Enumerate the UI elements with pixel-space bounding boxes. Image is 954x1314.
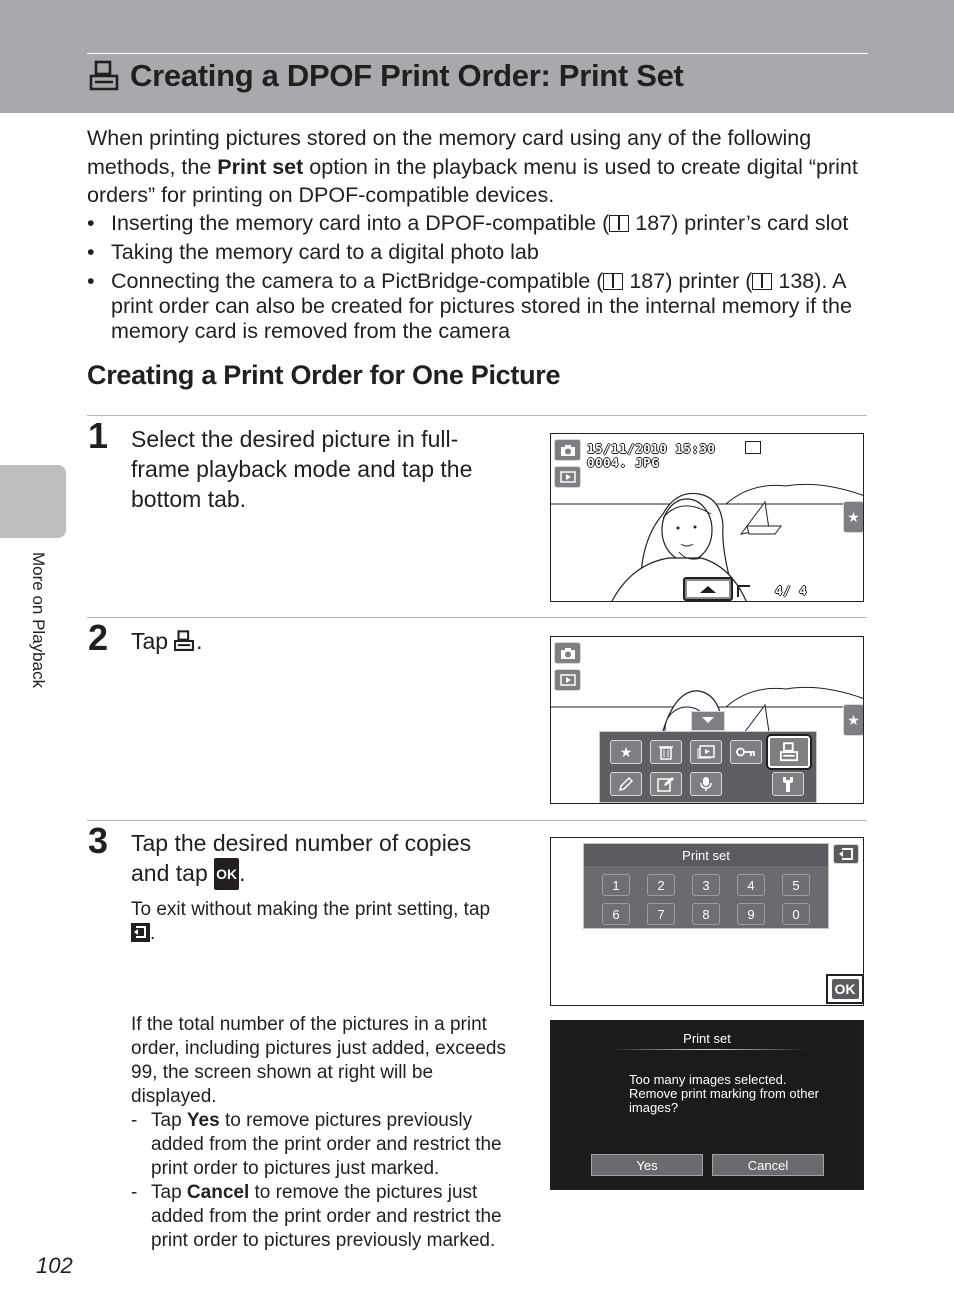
playback-menu-screen: [550, 636, 864, 804]
number-key[interactable]: 0: [782, 903, 810, 925]
copies-keypad-panel: [583, 843, 829, 929]
image-size-icon: [745, 441, 761, 454]
favorites-menu-button[interactable]: [610, 740, 642, 764]
playback-screen: [550, 433, 864, 602]
print-set-icon: [88, 60, 120, 92]
back-icon: [837, 847, 855, 861]
pencil-icon: [618, 776, 634, 792]
print-set-icon: [778, 742, 800, 762]
trash-icon: [659, 744, 673, 760]
number-key[interactable]: 3: [692, 874, 720, 896]
protect-menu-button[interactable]: [730, 740, 762, 764]
list-item: - Tap Cancel to remove the pictures just added from the print order and restrict the print order to pictures previously marked.: [131, 1182, 502, 1251]
step-divider: [87, 415, 867, 416]
step-2-number: 2: [88, 617, 109, 658]
step-3-number: 3: [88, 820, 109, 861]
list-item: • Taking the memory card to a digital photo lab: [87, 240, 872, 265]
menu-close-tab[interactable]: [691, 711, 725, 731]
dialog-message: Too many images selected. Remove print marking from other images?: [629, 1072, 820, 1115]
number-key[interactable]: 9: [737, 903, 765, 925]
filename-readout: 0004. JPG: [587, 455, 660, 470]
shooting-mode-button[interactable]: [554, 439, 581, 461]
camera-icon: [560, 444, 576, 456]
microphone-icon: [700, 776, 712, 792]
print-set-title: Print set: [584, 844, 828, 866]
page-reference-icon: [752, 273, 772, 290]
yes-button[interactable]: Yes: [591, 1154, 703, 1176]
number-key[interactable]: 5: [782, 874, 810, 896]
frame-counter: 4/ 4: [775, 583, 808, 598]
chapter-label: More on Playback: [29, 552, 48, 689]
header-band: [0, 0, 954, 113]
overflow-note: [131, 1013, 516, 1253]
delete-menu-button[interactable]: [650, 740, 682, 764]
section-heading: Creating a Print Order for One Picture: [87, 360, 561, 390]
overflow-note-text: If the total number of the pictures in a print order, including pictures just added, exceeds 99, the screen shown at right will be displayed.: [131, 1014, 506, 1107]
chevron-up-icon: [698, 584, 718, 594]
step-3-text: Tap the desired number of copies and tap OK.: [131, 828, 511, 890]
step-divider: [87, 617, 867, 618]
playback-mode-button[interactable]: [554, 669, 581, 691]
list-item: • Inserting the memory card into a DPOF-compatible ( 187) printer’s card slot: [87, 211, 872, 236]
favorites-icon: ★: [619, 743, 633, 760]
page-reference-icon: [609, 215, 629, 232]
chapter-tab: [0, 465, 66, 538]
back-button[interactable]: [833, 844, 859, 864]
step-3-note: To exit without making the print setting, tap .: [131, 899, 491, 944]
print-set-icon: [172, 630, 196, 652]
key-icon: [736, 747, 756, 757]
page-number: 102: [36, 1253, 73, 1278]
setup-menu-button[interactable]: [772, 772, 804, 796]
list-item: • Connecting the camera to a PictBridge-compatible ( 187) printer ( 138). A print order can also be created for pictures stored in the internal memory if the memory card is removed from the camera: [87, 269, 872, 344]
list-item: - Tap Yes to remove pictures previously added from the print order and restrict the print order to pictures just marked.: [131, 1110, 502, 1179]
camera-icon: [560, 647, 576, 659]
number-key[interactable]: 2: [647, 874, 675, 896]
number-key[interactable]: 6: [602, 903, 630, 925]
playback-menu-panel: [599, 731, 817, 803]
star-icon: ★: [847, 508, 860, 525]
ok-icon: OK: [214, 858, 239, 890]
header-rule: [87, 53, 868, 54]
slideshow-icon: [697, 745, 715, 759]
page-title-text: Creating a DPOF Print Order: Print Set: [130, 58, 684, 93]
print-set-term: Print set: [217, 154, 304, 179]
number-key[interactable]: 7: [647, 903, 675, 925]
step-divider: [87, 820, 867, 821]
ok-button-label: OK: [832, 979, 859, 999]
dialog-title: Print set: [683, 1031, 731, 1046]
playback-mode-button[interactable]: [554, 466, 581, 488]
wrench-icon: [781, 776, 795, 792]
step-2-text: Tap .: [131, 628, 203, 654]
cancel-button[interactable]: Cancel: [712, 1154, 824, 1176]
ok-button[interactable]: [826, 974, 864, 1004]
intro-paragraph: When printing pictures stored on the memory card using any of the following methods, the Print set option in the playback menu is used to create digital “print orders” for printing on DPOF-compatible devices.: [87, 126, 858, 207]
page-title: [88, 58, 684, 94]
chevron-down-icon: [692, 712, 724, 728]
number-key[interactable]: 4: [737, 874, 765, 896]
edit-icon: [657, 776, 675, 792]
too-many-images-dialog: [550, 1020, 864, 1190]
play-icon: [560, 471, 576, 483]
voice-memo-menu-button[interactable]: [690, 772, 722, 796]
favorites-tab-button[interactable]: [843, 501, 864, 533]
methods-list: [87, 211, 872, 348]
slide-show-menu-button[interactable]: [690, 740, 722, 764]
paint-menu-button[interactable]: [650, 772, 682, 796]
dialog-divider: [609, 1049, 809, 1050]
page-reference-icon: [603, 273, 623, 290]
step-1-text: Select the desired picture in full-frame playback mode and tap the bottom tab.: [131, 426, 473, 512]
print-set-menu-button[interactable]: [768, 736, 810, 768]
bottom-tab-button[interactable]: [683, 577, 733, 601]
step-1-number: 1: [88, 415, 109, 456]
star-icon: ★: [847, 711, 860, 728]
favorites-tab-button[interactable]: [843, 704, 864, 736]
retouch-menu-button[interactable]: [610, 772, 642, 796]
datetime-readout: 15/11/2010 15:30: [587, 441, 716, 456]
memory-icon: [737, 585, 750, 597]
print-set-copies-screen: [550, 837, 864, 1006]
number-key[interactable]: 8: [692, 903, 720, 925]
number-key[interactable]: 1: [602, 874, 630, 896]
back-icon: [131, 923, 150, 942]
shooting-mode-button[interactable]: [554, 642, 581, 664]
play-icon: [560, 674, 576, 686]
